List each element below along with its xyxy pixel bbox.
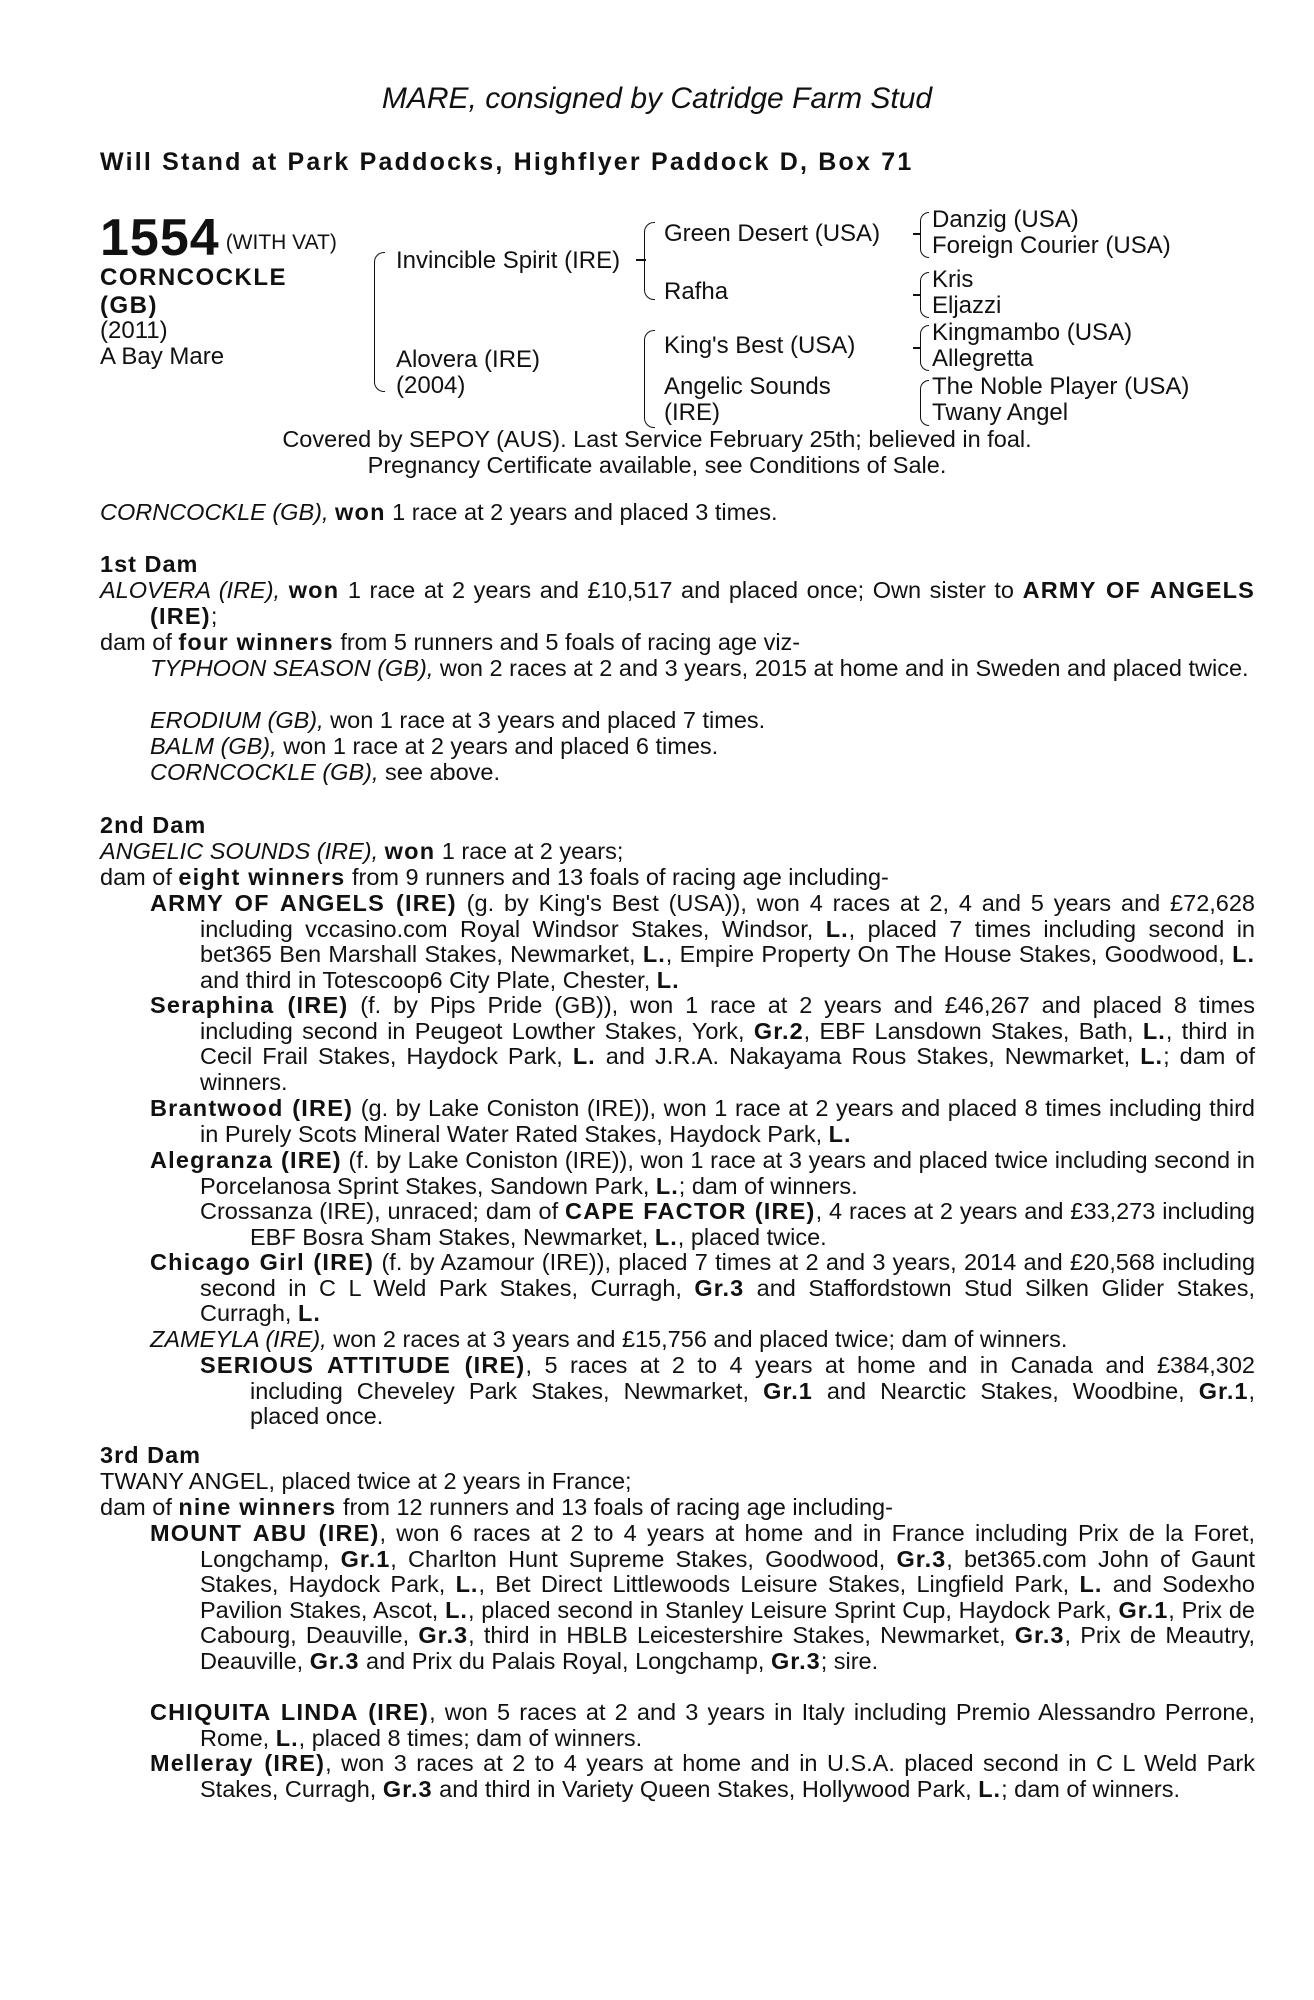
stand-location: Will Stand at Park Paddocks, Highflyer Paddock D, Box 71 xyxy=(100,148,914,176)
listed-marker: L. xyxy=(825,915,849,942)
first-dam-text: 1 race at 2 years and £10,517 and placed once; Own sister to xyxy=(347,577,1014,603)
produce-text: , Charlton Hunt Supreme Stakes, Goodwood, xyxy=(390,1545,886,1572)
produce-name: ZAMEYLA (IRE), xyxy=(150,1326,327,1352)
pedigree-dam-dam-line1: Angelic Sounds xyxy=(664,373,831,400)
pedigree-sire-sire: Green Desert (USA) xyxy=(664,220,881,247)
produce-text: won 2 races at 3 years and £15,756 and placed twice; dam of winners. xyxy=(333,1326,1068,1352)
pedigree-sire: Invincible Spirit (IRE) xyxy=(396,247,621,274)
foaling-year: (2011) xyxy=(100,317,168,344)
produce-name: Alegranza (IRE) xyxy=(150,1147,342,1173)
produce-name: Brantwood (IRE) xyxy=(150,1095,354,1121)
produce-text: , placed second in Stanley Leisure Sprint Cup, Haydock Park, xyxy=(467,1596,1112,1623)
listed-marker: L. xyxy=(572,1043,596,1070)
listed-marker: L. xyxy=(1142,1017,1166,1044)
group-marker: Gr.1 xyxy=(763,1377,813,1404)
pedigree-dam: Alovera (IRE) xyxy=(396,346,541,373)
listed-marker: L. xyxy=(455,1571,479,1598)
produce-text: , 4 races at 2 years and £33,273 including EBF Bosra Sham Stakes, Newmarket, xyxy=(250,1198,1255,1250)
horse-record-won: won xyxy=(335,499,386,525)
group-marker: Gr.3 xyxy=(770,1647,821,1674)
second-dam-damof: dam of xyxy=(100,864,172,890)
listed-marker: L. xyxy=(656,966,680,993)
produce-text: and Nearctic Stakes, Woodbine, xyxy=(826,1377,1185,1404)
list-item xyxy=(150,1327,1205,1353)
produce-name: CAPE FACTOR (IRE) xyxy=(565,1198,816,1224)
listed-marker: L. xyxy=(1079,1571,1103,1598)
listed-marker: L. xyxy=(642,941,666,968)
first-dam-won: won xyxy=(288,577,340,603)
horse-name-line1: CORNCOCKLE xyxy=(100,264,287,291)
group-marker: Gr.2 xyxy=(753,1017,804,1044)
produce-text: won 2 races at 2 and 3 years, 2015 at home and in Sweden and placed twice. xyxy=(439,655,1249,681)
produce-name: CORNCOCKLE (GB), xyxy=(150,759,379,785)
listed-marker: L. xyxy=(275,1724,299,1751)
first-dam-name: ALOVERA (IRE), xyxy=(100,577,281,603)
group-marker: Gr.3 xyxy=(694,1274,745,1301)
second-dam-heading: 2nd Dam xyxy=(100,812,207,838)
list-item xyxy=(150,656,1255,682)
listed-marker: L. xyxy=(655,1172,679,1199)
group-marker: Gr.1 xyxy=(340,1545,391,1572)
group-marker: Gr.3 xyxy=(382,1775,433,1802)
group-marker: Gr.3 xyxy=(896,1545,947,1572)
produce-text: , Prix de Cabourg, Deauville, xyxy=(200,1596,1255,1649)
listed-marker: L. xyxy=(1232,941,1256,968)
group-marker: Gr.3 xyxy=(1014,1622,1065,1649)
produce-text: , 5 races at 2 to 4 years at home and in Canada and £384,302 including Cheveley Park Stakes, Newmarket, xyxy=(250,1352,1256,1404)
group-marker: Gr.1 xyxy=(1198,1377,1249,1404)
list-item xyxy=(150,760,1205,786)
produce-text: , won 3 races at 2 to 4 years at home and in U.S.A. placed second in C L Weld Park Stakes, Curragh, xyxy=(200,1750,1255,1802)
produce-text: , Bet Direct Littlewoods Leisure Stakes, Lingfield Park, xyxy=(478,1571,1070,1598)
horse-record-name: CORNCOCKLE (GB), xyxy=(100,499,329,525)
produce-text: , won 6 races at 2 to 4 years at home and in France including Prix de la Foret, Longchamp, xyxy=(200,1520,1255,1572)
second-dam-text: 1 race at 2 years; xyxy=(441,838,624,864)
first-dam-winners: four winners xyxy=(178,629,334,655)
pedigree-g1: Danzig (USA) xyxy=(932,206,1079,233)
produce-name: ERODIUM (GB), xyxy=(150,707,324,733)
pedigree-brace-main xyxy=(374,252,385,392)
horse-name-line2: (GB) xyxy=(100,292,158,319)
produce-text: and Staffordstown Stud Silken Glider Stakes, Curragh, xyxy=(200,1274,1255,1327)
list-item xyxy=(150,1096,1255,1147)
produce-text: Crossanza (IRE), unraced; dam of xyxy=(200,1198,559,1224)
listed-marker: L. xyxy=(1140,1043,1164,1070)
pedigree-brace-sire xyxy=(644,222,655,300)
produce-name: Melleray (IRE) xyxy=(150,1750,326,1776)
list-item xyxy=(150,708,1205,734)
pedigree-brace-g3-tick xyxy=(913,294,921,296)
first-dam-produce-text: from 5 runners and 5 foals of racing age viz- xyxy=(340,629,801,655)
produce-text: ; dam of winners. xyxy=(200,1043,1256,1095)
horse-record-text: 1 race at 2 years and placed 3 times. xyxy=(392,499,778,525)
pedigree-brace-g5-tick xyxy=(913,347,921,349)
produce-text: , placed 7 times including second in bet365 Ben Marshall Stakes, Newmarket, xyxy=(200,915,1255,968)
pedigree-g4: Eljazzi xyxy=(932,292,1002,319)
pedigree-g2: Foreign Courier (USA) xyxy=(932,232,1171,259)
produce-name: CHIQUITA LINDA (IRE) xyxy=(150,1699,430,1725)
produce-text: and J.R.A. Nakayama Rous Stakes, Newmarket, xyxy=(605,1043,1131,1070)
pedigree-g5: Kingmambo (USA) xyxy=(932,319,1133,346)
third-dam-produce-text: from 12 runners and 13 foals of racing age including- xyxy=(342,1494,893,1520)
lot-number: 1554 xyxy=(100,209,220,267)
first-dam-record xyxy=(100,578,1255,629)
third-dam-produce-summary xyxy=(100,1495,1205,1521)
second-dam-record xyxy=(100,839,1205,865)
first-dam-damof: dam of xyxy=(100,629,172,655)
list-item xyxy=(150,1250,1255,1327)
produce-name: TYPHOON SEASON (GB), xyxy=(150,655,434,681)
produce-text: ; dam of winners. xyxy=(678,1172,858,1199)
produce-text: won 1 race at 3 years and placed 7 times. xyxy=(330,707,766,733)
third-dam-winners: nine winners xyxy=(178,1494,337,1520)
produce-name: Chicago Girl (IRE) xyxy=(150,1249,375,1275)
produce-name: ARMY OF ANGELS (IRE) xyxy=(150,890,457,916)
listed-marker: L. xyxy=(654,1223,678,1250)
pregnancy-line: Pregnancy Certificate available, see Conditions of Sale. xyxy=(367,451,947,478)
horse-description: A Bay Mare xyxy=(100,343,225,370)
pedigree-g6: Allegretta xyxy=(932,345,1034,372)
group-marker: Gr.3 xyxy=(309,1647,360,1674)
produce-text: , third in HBLB Leicestershire Stakes, Newmarket, xyxy=(468,1622,1006,1649)
produce-text: and third in Variety Queen Stakes, Hollywood Park, xyxy=(439,1775,972,1802)
pedigree-g8: Twany Angel xyxy=(932,399,1069,426)
covered-notice xyxy=(0,427,1314,478)
produce-text: won 1 race at 2 years and placed 6 times. xyxy=(283,733,719,759)
second-dam-name: ANGELIC SOUNDS (IRE), xyxy=(100,838,379,864)
produce-text: (f. by Lake Coniston (IRE)), won 1 race at 3 years and placed twice including second in Porcelanosa Sprint Stakes, Sandown Park, xyxy=(200,1147,1255,1199)
listed-marker: L. xyxy=(445,1596,468,1623)
listed-marker: L. xyxy=(828,1120,852,1147)
produce-text: ; sire. xyxy=(820,1647,879,1674)
produce-text: , third in Cecil Frail Stakes, Haydock Park, xyxy=(200,1017,1256,1070)
produce-text: and Prix du Palais Royal, Longchamp, xyxy=(366,1647,765,1674)
list-item xyxy=(150,734,1205,760)
produce-text: and third in Totescoop6 City Plate, Chester, xyxy=(200,966,651,993)
first-dam-heading: 1st Dam xyxy=(100,551,199,577)
produce-text: , placed once. xyxy=(250,1377,1256,1430)
pedigree-dam-sire: King's Best (USA) xyxy=(664,332,856,359)
list-item xyxy=(200,1199,1255,1250)
second-dam-produce-summary xyxy=(100,865,1205,891)
pedigree-brace-g7 xyxy=(920,380,929,426)
produce-text: see above. xyxy=(385,759,501,785)
horse-record xyxy=(100,500,1205,526)
produce-text: ; dam of winners. xyxy=(1001,1775,1181,1802)
first-dam-sister: ARMY OF ANGELS (IRE) xyxy=(150,577,1256,629)
list-item xyxy=(150,993,1255,1095)
produce-text: (g. by Lake Coniston (IRE)), won 1 race at 2 years and placed 8 times including third in Purely Scots Mineral Water Rated Stakes, Haydock Park, xyxy=(200,1095,1256,1147)
pedigree-brace-g3 xyxy=(920,272,929,318)
group-marker: Gr.1 xyxy=(1118,1596,1169,1623)
produce-text: (f. by Pips Pride (GB)), won 1 race at 2 years and £46,267 and placed 8 times including second in Peugeot Lowther Stakes, York, xyxy=(200,992,1256,1044)
pedigree-brace-g5 xyxy=(920,325,929,371)
produce-text: , won 5 races at 2 and 3 years in Italy including Premio Alessandro Perrone, Rome, xyxy=(200,1699,1256,1751)
third-dam-record: TWANY ANGEL, placed twice at 2 years in France; xyxy=(100,1468,632,1494)
covered-line: Covered by SEPOY (AUS). Last Service February 25th; believed in foal. xyxy=(282,426,1032,452)
second-dam-won: won xyxy=(384,838,436,864)
produce-text: and Sodexho Pavilion Stakes, Ascot, xyxy=(200,1571,1256,1623)
pedigree-dam-dam-line2: (IRE) xyxy=(664,399,720,426)
first-dam-produce-summary xyxy=(100,630,1205,656)
produce-text: , Empire Property On The House Stakes, Goodwood, xyxy=(665,941,1225,968)
list-item xyxy=(150,1148,1255,1199)
list-item xyxy=(150,1700,1255,1751)
produce-name: BALM (GB), xyxy=(150,733,277,759)
group-marker: Gr.3 xyxy=(418,1622,469,1649)
produce-name: Seraphina (IRE) xyxy=(150,992,349,1018)
second-dam-winners: eight winners xyxy=(178,864,346,890)
pedigree-dam-year: (2004) xyxy=(396,372,466,399)
produce-text: , bet365.com John of Gaunt Stakes, Haydock Park, xyxy=(200,1545,1255,1598)
pedigree-brace-sire-tick xyxy=(636,259,646,261)
third-dam-heading: 3rd Dam xyxy=(100,1442,202,1468)
produce-text: (g. by King's Best (USA)), won 4 races at 2, 4 and 5 years and £72,628 including vccasino.com Royal Windsor Stakes, Windsor, xyxy=(200,890,1256,942)
pedigree-g7: The Noble Player (USA) xyxy=(932,373,1190,400)
produce-text: , placed 8 times; dam of winners. xyxy=(298,1724,643,1751)
vat-note: (WITH VAT) xyxy=(225,231,337,254)
list-item xyxy=(150,891,1255,993)
produce-text: , placed twice. xyxy=(677,1223,827,1250)
listed-marker: L. xyxy=(297,1300,321,1327)
pedigree-brace-dam xyxy=(644,330,655,428)
produce-name: SERIOUS ATTITUDE (IRE) xyxy=(200,1352,526,1378)
list-item xyxy=(200,1353,1255,1430)
third-dam-damof: dam of xyxy=(100,1494,172,1520)
first-dam-text2: ; xyxy=(210,602,218,629)
produce-text: , EBF Lansdown Stakes, Bath, xyxy=(803,1017,1134,1044)
pedigree-brace-g1 xyxy=(920,212,929,258)
pedigree-sire-dam: Rafha xyxy=(664,278,729,305)
consignment-line: MARE, consigned by Catridge Farm Stud xyxy=(381,82,933,115)
second-dam-produce-text: from 9 runners and 13 foals of racing age including- xyxy=(351,864,889,890)
pedigree-g3: Kris xyxy=(932,266,974,293)
lot-number-block xyxy=(100,208,337,268)
produce-name: MOUNT ABU (IRE) xyxy=(150,1520,380,1546)
pedigree-brace-g1-tick xyxy=(913,233,921,235)
listed-marker: L. xyxy=(978,1775,1002,1802)
produce-text: (f. by Azamour (IRE)), placed 7 times at 2 and 3 years, 2014 and £20,568 including second in C L Weld Park Stakes, Curragh, xyxy=(200,1249,1256,1301)
horse-details xyxy=(100,318,224,370)
list-item xyxy=(150,1521,1255,1675)
list-item xyxy=(150,1751,1255,1802)
horse-name xyxy=(100,264,287,320)
produce-text: , Prix de Meautry, Deauville, xyxy=(200,1622,1256,1674)
